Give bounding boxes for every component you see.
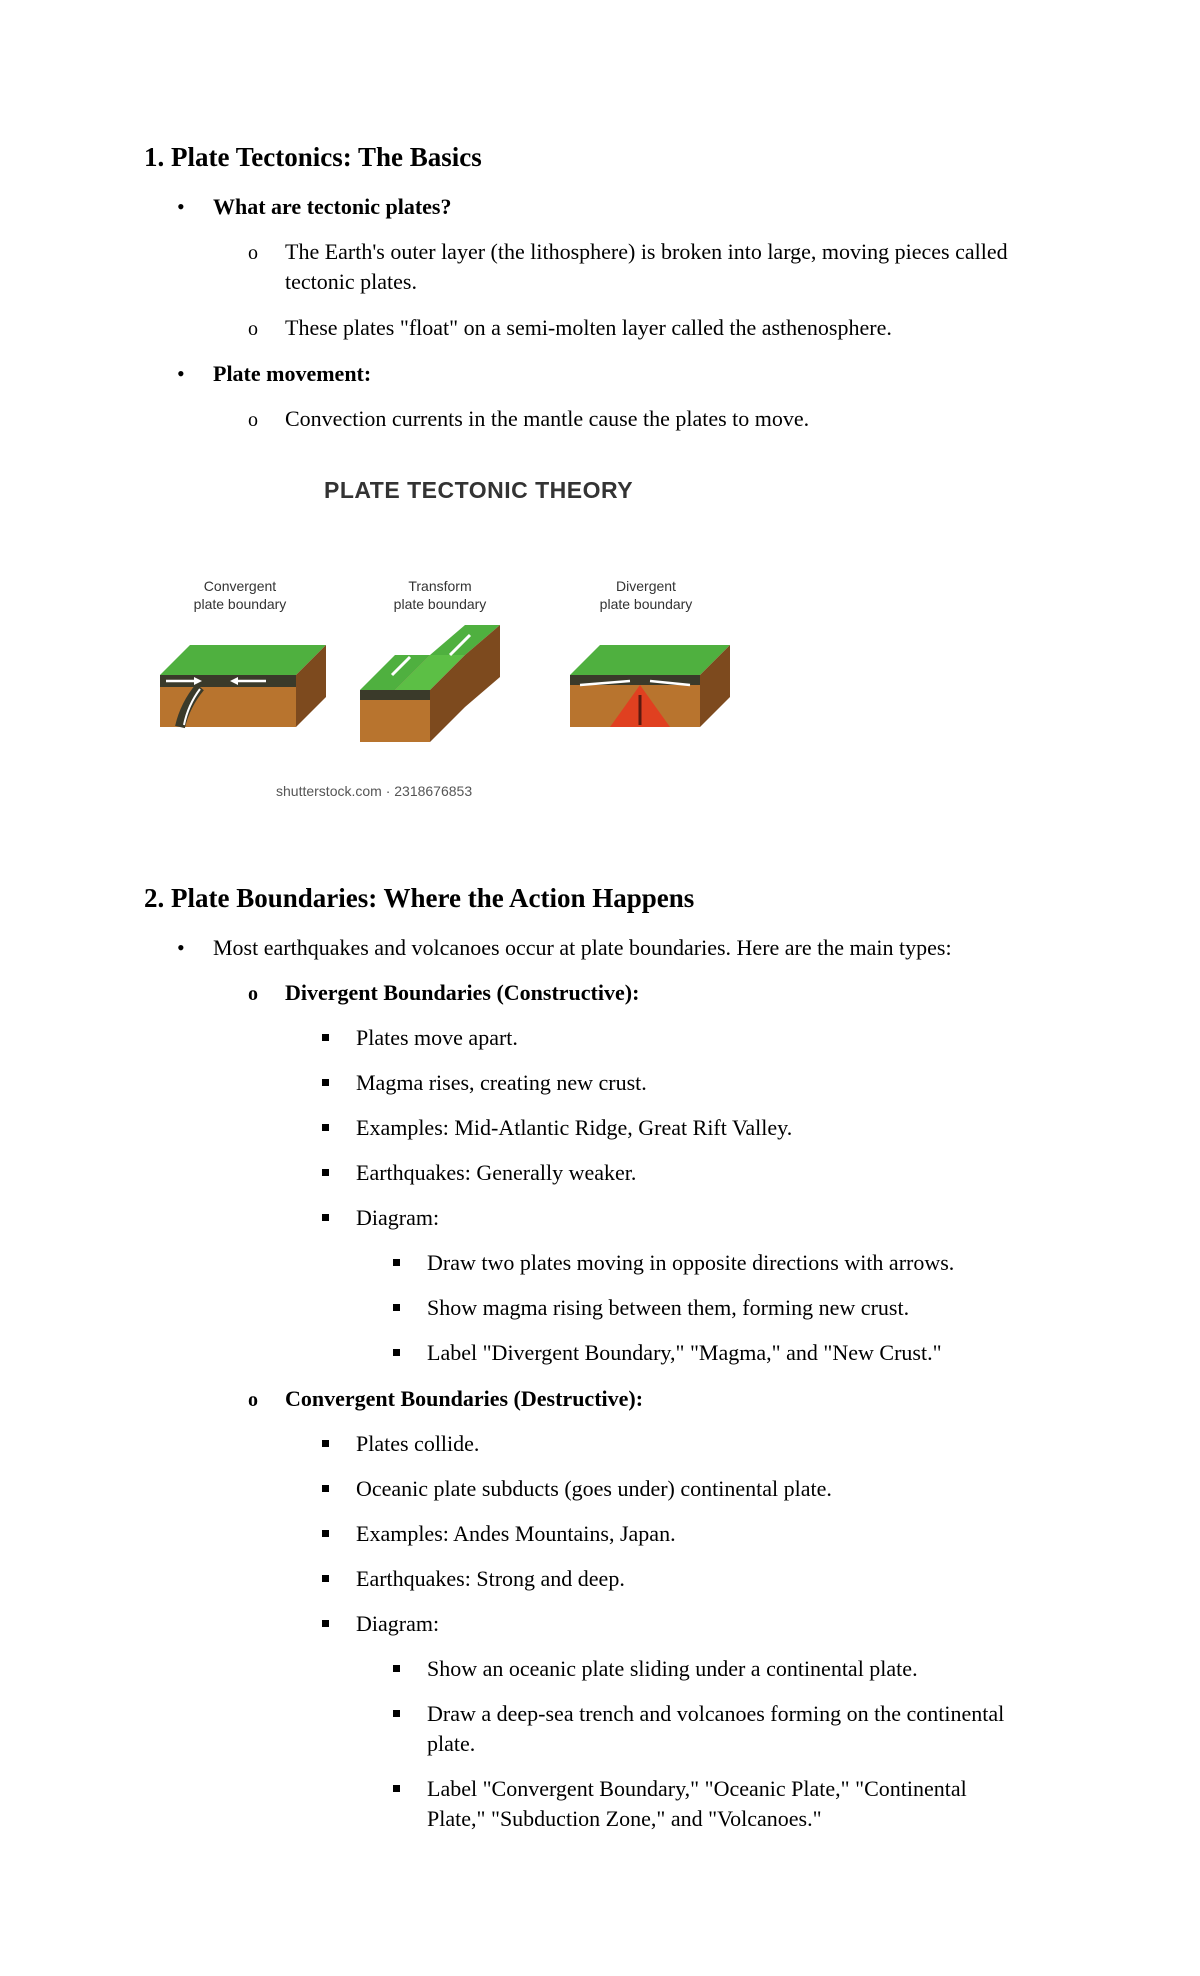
list-item: These plates "float" on a semi-molten layer called the asthenosphere. — [285, 315, 892, 340]
circle-bullet-icon: o — [248, 242, 258, 264]
list-item: Earthquakes: Generally weaker. — [356, 1160, 637, 1185]
divergent-title: Divergent Boundaries (Constructive): — [285, 980, 640, 1005]
plate-movement-label: Plate movement: — [213, 361, 372, 386]
convergent-title: Convergent Boundaries (Destructive): — [285, 1386, 644, 1411]
bullet-icon: • — [177, 194, 185, 219]
convergent-block — [160, 645, 326, 727]
list-item: Earthquakes: Strong and deep. — [356, 1566, 625, 1591]
circle-bullet-icon: o — [248, 1389, 258, 1411]
square-bullet-icon — [322, 1440, 329, 1447]
list-item: Magma rises, creating new crust. — [356, 1070, 647, 1095]
circle-bullet-icon: o — [248, 983, 258, 1005]
list-item: Examples: Mid-Atlantic Ridge, Great Rift Valley. — [356, 1115, 793, 1140]
list-item-continued: tectonic plates. — [285, 269, 417, 294]
diagram-step: Label "Convergent Boundary," "Oceanic Plate," "Continental — [427, 1776, 967, 1801]
diagram-step: Show an oceanic plate sliding under a continental plate. — [427, 1656, 918, 1681]
diagram-step: Label "Divergent Boundary," "Magma," and "New Crust." — [427, 1340, 942, 1365]
list-item: Plates move apart. — [356, 1025, 518, 1050]
section-2-heading: 2. Plate Boundaries: Where the Action Happens — [144, 883, 695, 913]
diagram-step: Draw two plates moving in opposite directions with arrows. — [427, 1250, 955, 1275]
list-item: Oceanic plate subducts (goes under) continental plate. — [356, 1476, 832, 1501]
list-item: Convection currents in the mantle cause the plates to move. — [285, 406, 810, 431]
circle-bullet-icon: o — [248, 318, 258, 340]
square-bullet-icon — [322, 1079, 329, 1086]
section-1-heading: 1. Plate Tectonics: The Basics — [144, 142, 482, 172]
plate-boundary-diagrams — [140, 625, 780, 765]
square-bullet-icon — [322, 1485, 329, 1492]
image-credit: shutterstock.com · 2318676853 — [276, 783, 473, 799]
square-bullet-icon — [322, 1124, 329, 1131]
diagram-step: Draw a deep-sea trench and volcanoes forming on the continental — [427, 1701, 1005, 1726]
square-bullet-icon — [393, 1665, 400, 1672]
divergent-block — [570, 645, 730, 727]
list-item: Diagram: — [356, 1611, 440, 1636]
question-tectonic-plates: What are tectonic plates? — [213, 194, 452, 219]
square-bullet-icon — [322, 1620, 329, 1627]
diagram-step: Show magma rising between them, forming new crust. — [427, 1295, 910, 1320]
square-bullet-icon — [322, 1530, 329, 1537]
plate-tectonic-figure — [140, 465, 780, 825]
square-bullet-icon — [393, 1349, 400, 1356]
bullet-icon: • — [177, 935, 185, 960]
list-item: Plates collide. — [356, 1431, 480, 1456]
list-item: Diagram: — [356, 1205, 440, 1230]
diagram-step-continued: Plate," "Subduction Zone," and "Volcanoes." — [427, 1806, 822, 1831]
square-bullet-icon — [393, 1785, 400, 1792]
square-bullet-icon — [322, 1034, 329, 1041]
bullet-icon: • — [177, 361, 185, 386]
square-bullet-icon — [393, 1259, 400, 1266]
square-bullet-icon — [322, 1214, 329, 1221]
circle-bullet-icon: o — [248, 409, 258, 431]
square-bullet-icon — [322, 1169, 329, 1176]
transform-block — [360, 625, 500, 742]
transform-label: Transform plate boundary — [393, 578, 487, 612]
square-bullet-icon — [393, 1710, 400, 1717]
diagram-step-continued: plate. — [427, 1731, 476, 1756]
figure-title: PLATE TECTONIC THEORY — [324, 477, 634, 503]
list-item: Examples: Andes Mountains, Japan. — [356, 1521, 676, 1546]
square-bullet-icon — [393, 1304, 400, 1311]
square-bullet-icon — [322, 1575, 329, 1582]
section-2-intro: Most earthquakes and volcanoes occur at plate boundaries. Here are the main types: — [213, 935, 952, 960]
list-item: The Earth's outer layer (the lithosphere) is broken into large, moving pieces called — [285, 239, 1008, 264]
convergent-label: Convergent plate boundary — [193, 578, 287, 612]
divergent-label: Divergent plate boundary — [599, 578, 693, 612]
